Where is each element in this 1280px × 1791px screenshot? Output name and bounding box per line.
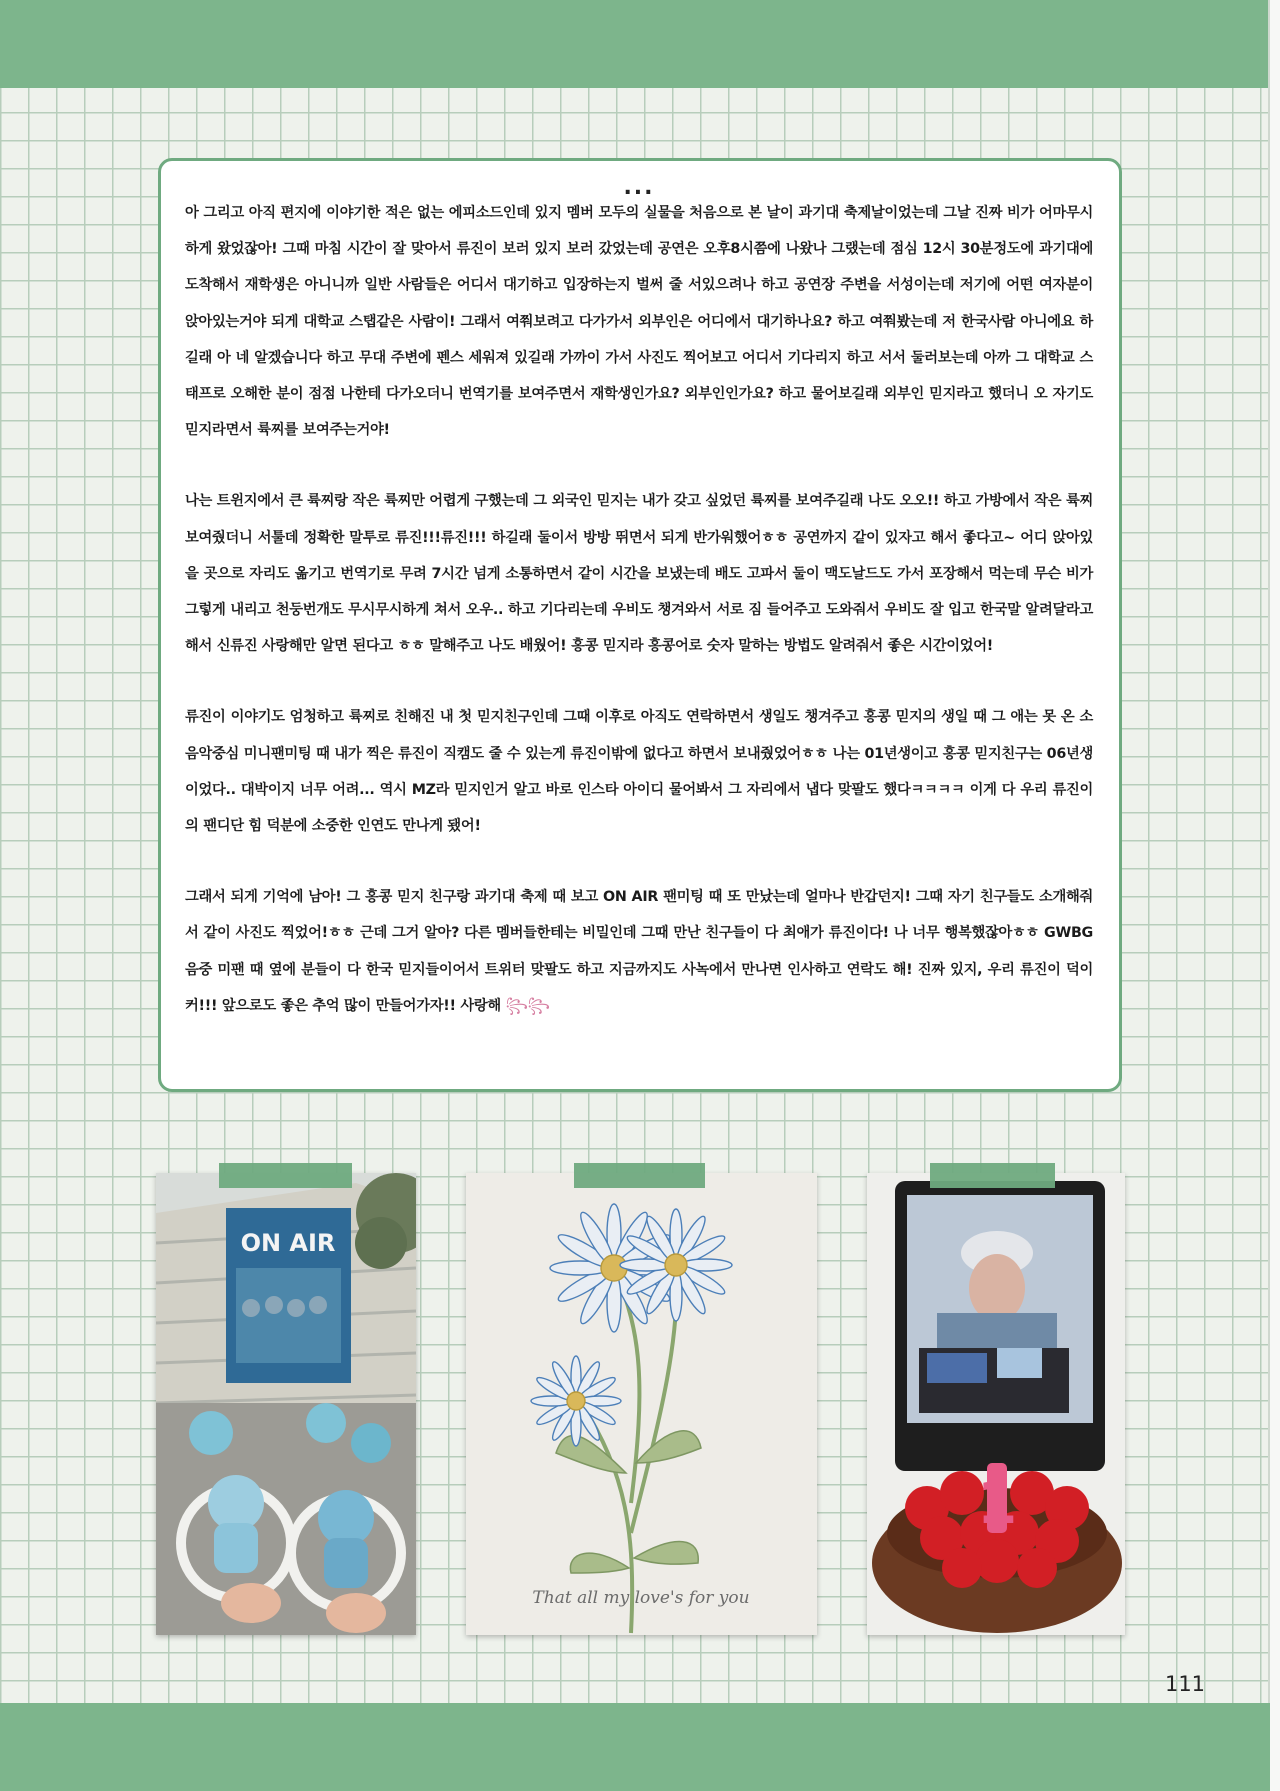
- letter-card: [158, 158, 1122, 1092]
- photo-tape: [574, 1163, 705, 1188]
- letter-paragraph-text: 그래서 되게 기억에 남아! 그 홍콩 믿지 친구랑 과기대 축제 때 보고 ON AIR 팬미팅 때 또 만났는데 얼마나 반갑던지! 그때 자기 친구들도 소개해줘서 같이 사진도 찍었어!ㅎㅎ 근데 그거 알아? 다른 멤버들한테는 비밀인데 그때 만난 친구들이 다 최애가 류진이다! 나 너무 행복했잖아ㅎㅎ GWBG 음중 미팬 때 옆에 분들이 다 한국 믿지들이어서 트위터 맞팔도 하고 지금까지도 사녹에서 만나면 인사하고 연락도 해! 진짜 있지, 우리 류진이 덕이 커!!! 앞으로도 좋은 추억 많이 만들어가자!! 사랑해: [185, 889, 1093, 1014]
- top-green-band: [0, 0, 1270, 88]
- drawing-caption: That all my love's for you: [532, 1588, 750, 1608]
- flower-drawing-illustration: [466, 1173, 817, 1635]
- photo-tape: [219, 1163, 352, 1188]
- concert-photo: [156, 1173, 416, 1635]
- concert-photo-illustration: [156, 1173, 416, 1635]
- bottom-green-band: [0, 1703, 1270, 1791]
- birthday-cake-illustration: [867, 1173, 1125, 1635]
- letter-paragraph: 아 그리고 아직 편지에 이야기한 적은 없는 에피소드인데 있지 멤버 모두의 실물을 처음으로 본 날이 과기대 축제날이었는데 그날 진짜 비가 어마무시하게 왔었잖아! 그때 마침 시간이 잘 맞아서 류진이 보러 있지 보러 갔었는데 공연은 오후8시쯤에 나왔나 그랬는데 점심 12시 30분정도에 과기대에 도착해서 재학생은 아니니까 일반 사람들은 어디서 대기하고 입장하는지 벌써 줄 서있으려나 하고 공연장 주변을 서성이는데 저기에 어떤 여자분이 앉아있는거야 되게 대학교 스탭같은 사람이! 그래서 여쭤보려고 다가가서 외부인은 어디에서 대기하나요? 하고 여쭤봤는데 저 한국사람 아니에요 하길래 아 네 알겠습니다 하고 무대 주변에 펜스 세워져 있길래 가까이 가서 사진도 찍어보고 어디서 기다리지 하고 서서 둘러보는데 아까 그 대학교 스태프로 오해한 분이 점점 나한테 다가오더니 번역기를 보여주면서 재학생인가요? 외부인인가요? 하고 물어보길래 외부인 믿지라고 했더니 오 자기도 믿지라면서 륙찌를 보여주는거야!: [185, 205, 1093, 439]
- letter-paragraph: [185, 879, 1093, 1024]
- page-edge: [1268, 0, 1280, 1791]
- banner-text: ON AIR: [240, 1229, 336, 1257]
- letter-paragraph: 나는 트윈지에서 큰 륙찌랑 작은 륙찌만 어렵게 구했는데 그 외국인 믿지는 내가 갖고 싶었던 륙찌를 보여주길래 나도 오오!! 하고 가방에서 작은 륙찌 보여줬더니 서툴데 정확한 말투로 류진!!!류진!!! 하길래 둘이서 방방 뛰면서 되게 반가워했어ㅎㅎ 공연까지 같이 있자고 해서 좋다고~ 어디 앉아있을 곳으로 자리도 옮기고 번역기로 무려 7시간 넘게 소통하면서 같이 시간을 보냈는데 배도 고파서 둘이 맥도날드도 가서 포장해서 먹는데 무슨 비가 그렇게 내리고 천둥번개도 무시무시하게 쳐서 오우.. 하고 기다리는데 우비도 챙겨와서 서로 짐 들어주고 도와줘서 우비도 잘 입고 한국말 알려달라고 해서 신류진 사랑해만 알면 된다고 ㅎㅎ 말해주고 나도 배웠어! 홍콩 믿지라 홍콩어로 숫자 말하는 방법도 알려줘서 좋은 시간이었어!: [185, 493, 1094, 655]
- photo-tape: [930, 1163, 1055, 1188]
- birthday-cake-photo: [867, 1173, 1125, 1635]
- letter-paragraph: 류진이 이야기도 엄청하고 륙찌로 친해진 내 첫 믿지친구인데 그때 이후로 아직도 연락하면서 생일도 챙겨주고 홍콩 믿지의 생일 때 그 애는 못 온 소음악중심 미니팬미팅 때 내가 찍은 류진이 직캠도 줄 수 있는게 류진이밖에 없다고 하면서 보내줬었어ㅎㅎ 나는 01년생이고 홍콩 믿지친구는 06년생이었다.. 대박이지 너무 어려... 역시 MZ라 믿지인거 알고 바로 인스타 아이디 물어봐서 그 자리에서 냅다 맞팔도 했다ㅋㅋㅋㅋ 이게 다 우리 류진이의 팬디단 힘 덕분에 소중한 인연도 만나게 됐어!: [185, 709, 1093, 835]
- cake-candle-number: 1: [976, 1469, 1018, 1537]
- flower-drawing-photo: [466, 1173, 817, 1635]
- page-number: 111: [1164, 1672, 1206, 1696]
- heart-ribbon-icon: ꧂꧂: [505, 997, 550, 1014]
- letter-ellipsis: ...: [623, 175, 655, 200]
